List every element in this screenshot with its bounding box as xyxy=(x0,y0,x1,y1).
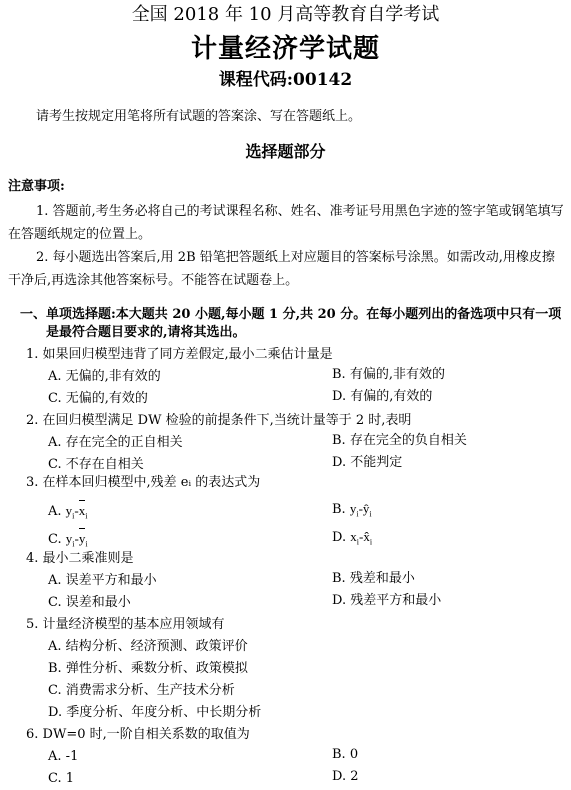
option-text: 有偏的,有效的 xyxy=(350,389,433,404)
option-text: 季度分析、年度分析、中长期分析 xyxy=(66,705,262,720)
answer-instruction: 请考生按规定用笔将所有试题的答案涂、写在答题纸上。 xyxy=(36,109,362,124)
formula-subscript: i xyxy=(85,511,88,521)
option-d xyxy=(332,768,359,786)
option-text: 1 xyxy=(65,771,75,786)
option-letter: C. xyxy=(48,683,62,698)
option-b xyxy=(332,432,467,450)
option-text: 残差平方和最小 xyxy=(350,593,442,608)
option-letter: C. xyxy=(48,391,62,406)
formula-operator: - xyxy=(74,503,79,518)
formula xyxy=(66,498,88,520)
option-a xyxy=(48,572,157,590)
formula-var-hat: x̂ xyxy=(363,529,370,544)
option-text: 无偏的,有效的 xyxy=(65,391,148,406)
formula-subscript: i xyxy=(369,537,373,547)
option-letter: C. xyxy=(48,457,62,472)
option-letter: D. xyxy=(332,530,347,545)
option-letter: A. xyxy=(48,369,62,384)
option-letter: D. xyxy=(332,389,347,404)
formula xyxy=(350,524,372,546)
part-one-header xyxy=(20,306,564,342)
part-one-header-text: 一、单项选择题:本大题共 20 小题,每小题 1 分,共 20 分。在每小题列出的备选项中只有一项是最符合题目要求的,请将其选出。 xyxy=(20,307,562,340)
formula-subscript: i xyxy=(85,539,88,549)
formula-subscript: i xyxy=(369,509,372,519)
option-c xyxy=(48,456,144,474)
formula-subscript: i xyxy=(356,537,359,547)
option-d xyxy=(332,388,432,406)
option-text: 无偏的,非有效的 xyxy=(65,369,161,384)
option-letter: A. xyxy=(48,749,62,764)
formula-subscript: i xyxy=(356,509,359,519)
formula-var-bar: y xyxy=(78,531,86,546)
question-stem: 5. 计量经济模型的基本应用领域有 xyxy=(26,617,225,632)
option-text: 结构分析、经济预测、政策评价 xyxy=(65,639,248,654)
course-code: 课程代码:00142 xyxy=(218,70,353,90)
option-letter: B. xyxy=(332,367,346,382)
option-d xyxy=(332,524,372,547)
formula xyxy=(66,526,88,548)
option-letter: B. xyxy=(48,661,62,676)
option-text: 残差和最小 xyxy=(349,571,415,586)
option-letter: D. xyxy=(332,593,347,608)
formula-var: y xyxy=(65,531,73,546)
option-text: 存在完全的负自相关 xyxy=(349,433,467,448)
formula-var: x xyxy=(350,529,357,544)
option-b xyxy=(48,660,248,678)
option-b xyxy=(332,570,415,588)
option-a xyxy=(48,498,87,521)
option-c xyxy=(48,770,74,788)
formula-var-hat: ŷ xyxy=(362,501,370,516)
question-stem: 3. 在样本回归模型中,残差 eᵢ 的表达式为 xyxy=(26,475,261,490)
option-b xyxy=(332,366,445,384)
option-letter: B. xyxy=(332,502,346,517)
option-letter: B. xyxy=(332,571,346,586)
option-text: 消费需求分析、生产技术分析 xyxy=(65,683,235,698)
option-letter: C. xyxy=(48,532,62,547)
formula-operator: - xyxy=(358,501,363,516)
option-letter: B. xyxy=(332,747,346,762)
option-letter: D. xyxy=(48,705,63,720)
option-b xyxy=(332,496,372,519)
formula-subscript: i xyxy=(72,511,75,521)
note-item: 1. 答题前,考生务必将自己的考试课程名称、姓名、准考证号用黑色字迹的签字笔或钢笔填写在答题纸规定的位置上。 xyxy=(8,204,564,242)
question-stem: 1. 如果回归模型违背了同方差假定,最小二乘估计量是 xyxy=(26,347,333,362)
formula-operator: - xyxy=(358,529,364,544)
exam-title: 全国 2018 年 10 月高等教育自学考试 xyxy=(131,4,440,25)
question-stem: 2. 在回归模型满足 DW 检验的前提条件下,当统计量等于 2 时,表明 xyxy=(26,413,412,428)
option-text: 误差和最小 xyxy=(65,595,131,610)
option-letter: D. xyxy=(332,769,347,784)
option-text: -1 xyxy=(65,749,79,764)
formula-var: y xyxy=(349,501,357,516)
option-letter: A. xyxy=(48,504,62,519)
option-d xyxy=(332,454,402,472)
option-c xyxy=(48,526,88,549)
option-text: 弹性分析、乘数分析、政策模拟 xyxy=(65,661,248,676)
option-text: 有偏的,非有效的 xyxy=(349,367,445,382)
question-stem: 4. 最小二乘准则是 xyxy=(26,551,134,566)
option-letter: A. xyxy=(48,573,62,588)
option-c xyxy=(48,682,235,700)
option-a xyxy=(48,368,161,386)
option-text: 存在完全的正自相关 xyxy=(65,435,183,450)
question-stem: 6. DW=0 时,一阶自相关系数的取值为 xyxy=(26,727,250,742)
option-text: 2 xyxy=(350,769,359,784)
option-c xyxy=(48,390,148,408)
option-text: 不能判定 xyxy=(350,455,403,470)
formula xyxy=(350,496,372,518)
option-d xyxy=(332,592,441,610)
option-letter: B. xyxy=(332,433,346,448)
formula-subscript: i xyxy=(72,539,75,549)
note-item: 2. 每小题选出答案后,用 2B 铅笔把答题纸上对应题目的答案标号涂黑。如需改动,用橡皮擦干净后,再选涂其他答案标号。不能答在试题卷上。 xyxy=(8,250,555,288)
notes-heading: 注意事项: xyxy=(8,179,65,194)
option-text: 不存在自相关 xyxy=(65,457,144,472)
section-title: 选择题部分 xyxy=(245,142,326,161)
formula-var-bar: x xyxy=(78,503,86,518)
option-text: 误差平方和最小 xyxy=(65,573,157,588)
option-a xyxy=(48,434,183,452)
option-a xyxy=(48,748,78,766)
paper-title: 计量经济学试题 xyxy=(190,34,380,64)
option-letter: A. xyxy=(48,639,62,654)
formula-operator: - xyxy=(74,531,79,546)
option-c xyxy=(48,594,131,612)
option-letter: C. xyxy=(48,595,62,610)
option-letter: A. xyxy=(48,435,62,450)
formula-var: y xyxy=(65,503,73,518)
option-b xyxy=(332,746,358,764)
option-letter: C. xyxy=(48,771,62,786)
option-a xyxy=(48,638,248,656)
option-letter: D. xyxy=(332,455,347,470)
option-d xyxy=(48,704,261,722)
option-text: 0 xyxy=(349,747,359,762)
